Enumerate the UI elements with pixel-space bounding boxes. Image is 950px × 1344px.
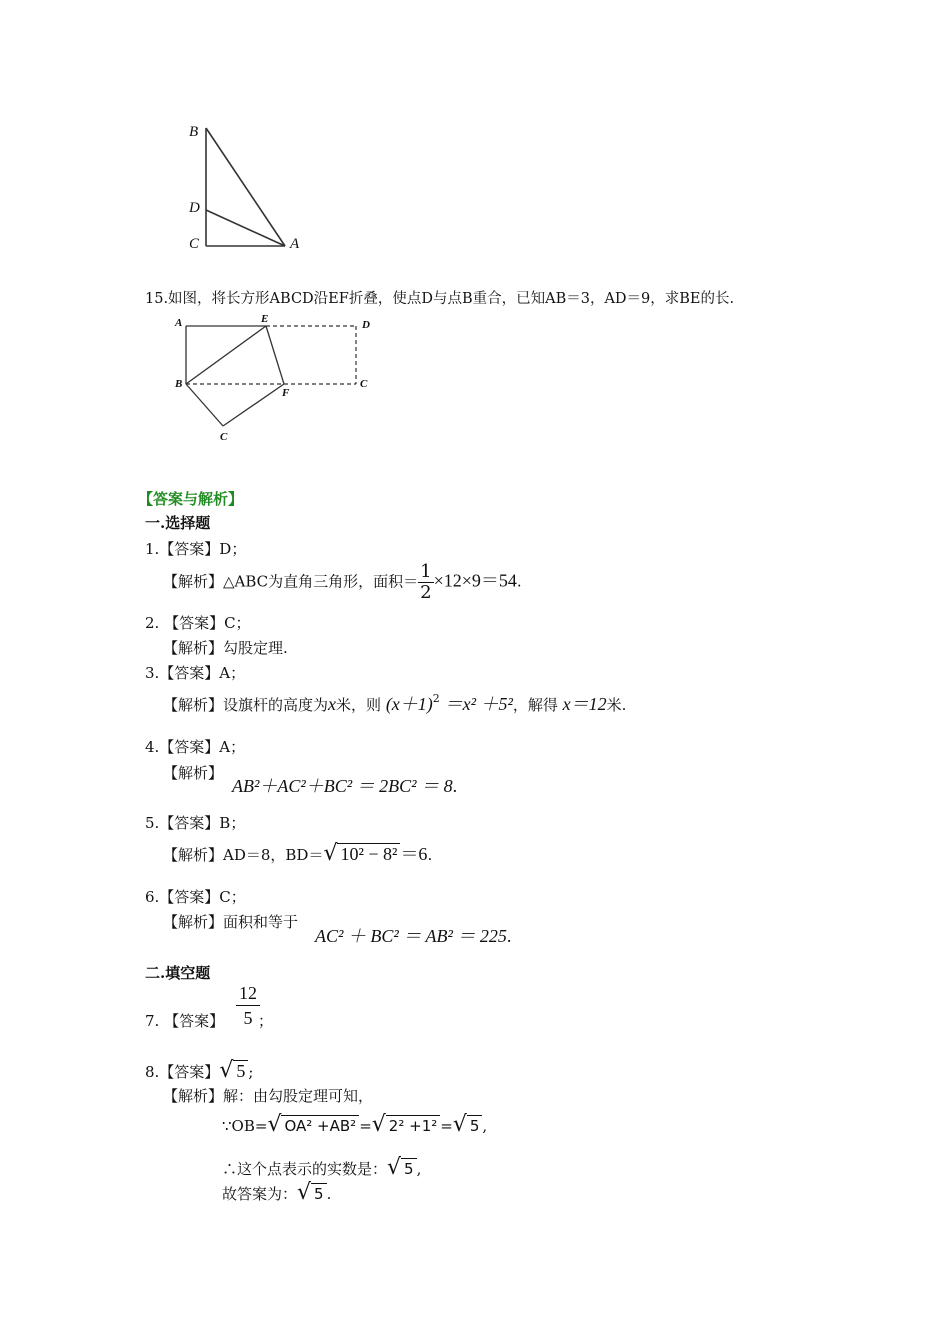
q5-radicand: 10² − 8² [337, 843, 400, 864]
q4-eq-text: AB²＋AC²＋BC² ＝ 2BC² ＝ 8 [232, 776, 453, 796]
q7-tail: ； [258, 1012, 274, 1030]
sqrt-icon: √ [297, 1180, 312, 1205]
q8-line-3: ∴这个点表示的实数是：√ 5 , [222, 1155, 422, 1180]
label-fold-g: C [220, 431, 228, 443]
q5-explanation: 【解析】AD＝8，BD＝√ 10² − 8² ＝6. [163, 841, 433, 866]
q8-line-4: 故答案为：√ 5 . [222, 1180, 332, 1205]
q1-exp-prefix: 【解析】△ABC为直角三角形，面积＝ [163, 572, 419, 591]
q3-exp-mid2: ，解得 [512, 696, 558, 714]
label-fold-c: C [360, 378, 368, 390]
sqrt-icon: √ [323, 841, 338, 866]
q8-line4-text: 故答案为： [222, 1185, 298, 1203]
q6-eq-text: AC² ＋ BC² ＝ AB² ＝ 225 [315, 926, 507, 946]
label-d: D [189, 200, 200, 216]
q5-result: ＝6 [400, 844, 428, 864]
label-fold-b: B [175, 378, 183, 390]
q8-answer [145, 1058, 253, 1083]
label-fold-e: E [261, 313, 269, 325]
q7-fraction [236, 983, 260, 1028]
q8-answer-label: 8.【答案】 [145, 1063, 220, 1081]
q1-frac-num: 1 [420, 561, 432, 582]
segment-bg [186, 384, 223, 426]
q3-solution: x＝12 [562, 694, 607, 714]
q8-line3-text: ∴这个点表示的实数是： [222, 1160, 388, 1178]
q5-exp-prefix: 【解析】AD＝8，BD＝ [163, 846, 324, 864]
sqrt-icon: √ [267, 1112, 282, 1137]
answers-header: 【答案与解析】 [138, 490, 244, 508]
q3-exp-mid: 米，则 [336, 696, 382, 714]
sqrt-icon: √ [371, 1112, 386, 1137]
q2-answer: 2. 【答案】C； [145, 614, 251, 632]
problem-15-text: 15.如图，将长方形ABCD沿EF折叠，使点D与点B重合，已知AB＝3，AD＝9，求BE的长. [145, 291, 735, 307]
q6-answer: 6.【答案】C； [145, 888, 246, 906]
q7-frac-den: 5 [243, 1008, 253, 1028]
q8-line3-radicand: 5 [401, 1158, 417, 1179]
q8-line-2: ∵OB=√ OA² +AB² =√ 2² +1² =√ 5 , [222, 1112, 488, 1137]
q6-equation: AC² ＋ BC² ＝ AB² ＝ 225. [315, 926, 512, 946]
q2-explanation: 【解析】勾股定理. [163, 639, 288, 657]
section-2-title: 二.填空题 [145, 964, 211, 982]
q8-tail: ; [248, 1063, 254, 1081]
sqrt-icon: √ [387, 1155, 402, 1180]
q3-answer: 3.【答案】A； [145, 664, 246, 682]
q3-explanation [163, 690, 626, 716]
q8-radicand: 5 [233, 1060, 248, 1081]
q3-eq-exp: 2 [432, 692, 440, 705]
q5-answer: 5.【答案】B； [145, 814, 246, 832]
q3-eq-left: (x＋1) [385, 694, 433, 714]
q8-rad1: OA² +AB² [281, 1115, 359, 1136]
q3-eq-right: ＝x² ＋5² [444, 694, 513, 714]
q7-frac-num: 12 [239, 983, 257, 1003]
label-fold-d: D [362, 319, 370, 331]
section-1-title: 一.选择题 [145, 514, 211, 532]
q3-var: x [328, 694, 337, 714]
q8-explanation: 【解析】解：由勾股定理可知， [163, 1087, 374, 1105]
label-b: B [189, 124, 199, 140]
q4-equation: AB²＋AC²＋BC² ＝ 2BC² ＝ 8. [232, 776, 458, 796]
q7-answer: 7. 【答案】 [145, 1012, 225, 1030]
sqrt-icon: √ [452, 1112, 467, 1137]
segment-ef [266, 326, 284, 384]
q4-exp-label: 【解析】 [163, 764, 224, 782]
q8-rad2: 2² +1² [386, 1115, 440, 1136]
q1-frac-den: 2 [420, 582, 432, 603]
q1-explanation: 【解析】△ABC为直角三角形，面积＝ $\frac{1}{2}$ ×12×9＝54. [163, 561, 522, 603]
q8-rad3: 5 [467, 1115, 483, 1136]
folded-rectangle-figure [170, 318, 370, 436]
q8-line4-radicand: 5 [311, 1183, 327, 1204]
segment-be [186, 326, 266, 384]
q3-exp-prefix: 【解析】设旗杆的高度为 [163, 696, 329, 714]
q4-answer: 4.【答案】A； [145, 738, 246, 756]
q6-exp-prefix: 【解析】面积和等于 [163, 913, 299, 931]
q8-line2-prefix: ∵OB= [222, 1117, 268, 1135]
segment-gf [223, 384, 284, 426]
label-a: A [290, 236, 300, 252]
q1-fraction [418, 562, 433, 603]
label-c: C [189, 236, 200, 252]
q1-answer: 1.【答案】D； [145, 540, 247, 558]
label-fold-f: F [282, 387, 290, 399]
label-fold-a: A [175, 317, 183, 329]
q1-exp-tail: ×12×9＝54 [433, 570, 517, 591]
sqrt-icon: √ [219, 1058, 234, 1083]
q3-unit: 米. [606, 696, 627, 714]
